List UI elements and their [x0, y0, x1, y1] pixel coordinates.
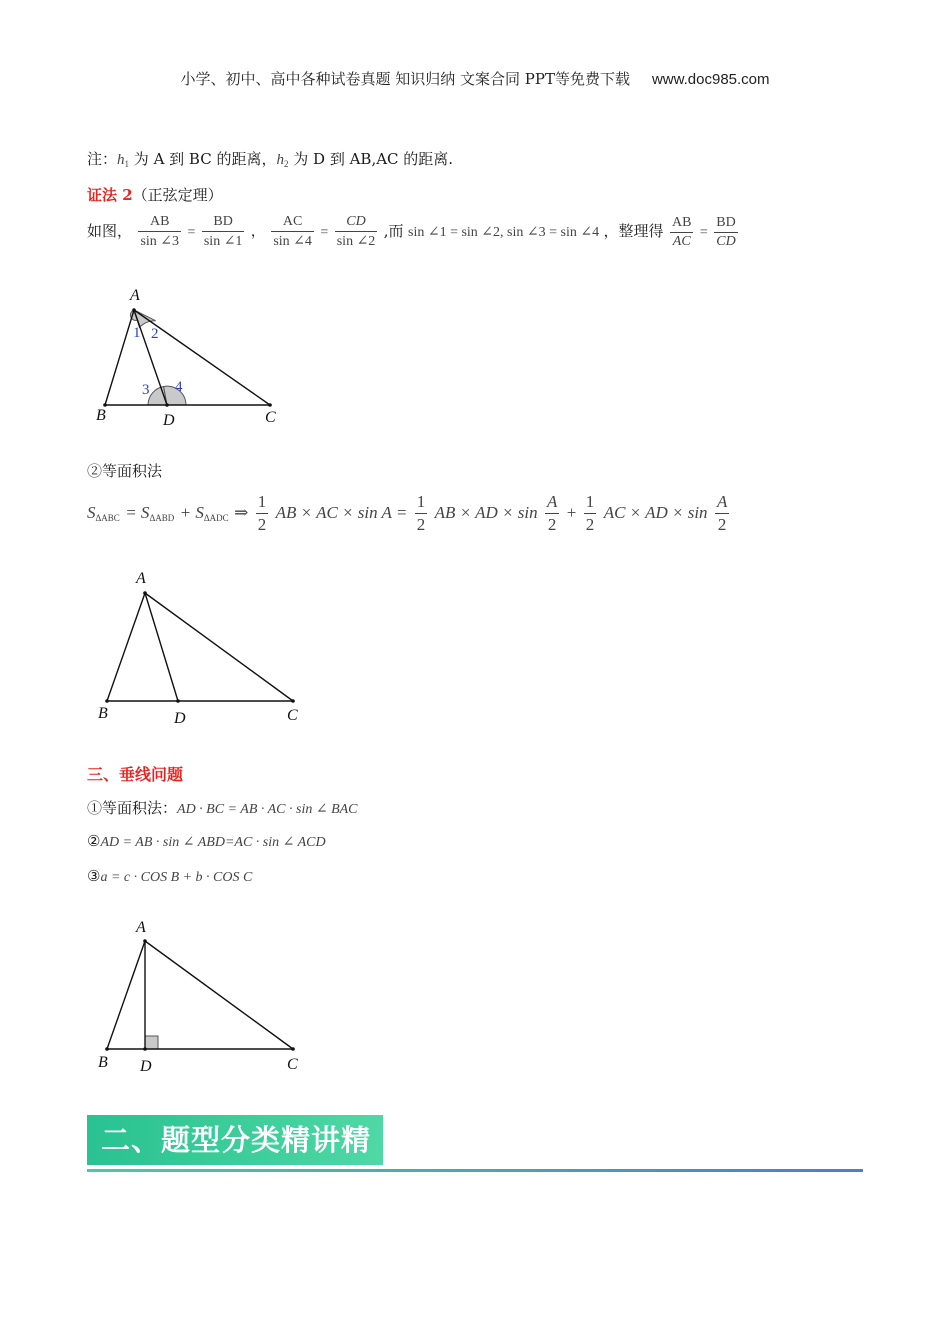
side-ac — [145, 941, 293, 1049]
equals-sign: = — [699, 225, 708, 240]
perp-item-1 — [87, 797, 358, 818]
segment-ad — [145, 593, 178, 701]
item1-formula: AD · BC = AB · AC · sin ∠ BAC — [177, 802, 358, 817]
fraction-ab-ac: $\frac{AB}{AC}$ — [672, 214, 692, 249]
label-d: D — [174, 710, 186, 727]
fraction-bd-sin1: $\frac{BD}{\sin \angle 1}$ — [203, 214, 243, 249]
item3-formula: a = c · COS B + b · COS C — [100, 870, 253, 885]
s-abd: = $S_{\Delta ABD}$ — [125, 503, 175, 523]
side-ab — [107, 593, 145, 701]
label-c: C — [287, 707, 298, 724]
banner-underline — [87, 1169, 863, 1172]
arrange-text: ，整理得 — [603, 222, 664, 240]
label-d: D — [140, 1058, 152, 1075]
item3-label: ③ — [87, 867, 101, 885]
label-a: A — [136, 919, 146, 936]
label-a: A — [136, 570, 146, 587]
item2-label: ② — [87, 832, 101, 850]
proof2-heading — [87, 184, 223, 205]
and-text: ,而 — [383, 222, 404, 240]
side-ab — [107, 941, 145, 1049]
perp-item-2 — [87, 832, 326, 851]
figure-altitude — [90, 912, 310, 1077]
point-c — [268, 403, 272, 407]
s-adc: + $S_{\Delta ADC}$ — [179, 503, 229, 523]
label-b: B — [96, 407, 106, 424]
figure-cevian — [90, 567, 310, 727]
sine-law-line — [87, 214, 740, 250]
angle-label-2: 2 — [151, 326, 159, 342]
header-url[interactable]: www.doc985.com — [651, 71, 770, 88]
sine-relations: sin ∠1 = sin ∠2, sin ∠3 = sin ∠4 — [408, 225, 600, 240]
label-b: B — [98, 705, 108, 722]
point-d — [165, 403, 169, 407]
note-part1: 为 A 到 BC 的距离， — [133, 150, 277, 168]
point-b — [105, 699, 109, 703]
term-1: AB × AC × sin A = — [275, 503, 408, 522]
point-d — [143, 1047, 147, 1051]
term-3: AC × AD × sin — [603, 503, 708, 522]
label-c: C — [265, 409, 276, 426]
point-a — [143, 939, 147, 943]
label-d: D — [163, 412, 175, 429]
plus-sign: + — [566, 503, 577, 522]
perp-item-3 — [87, 867, 252, 886]
header-text: 小学、初中、高中各种试卷真题 知识归纳 文案合同 PPT等免费下载 — [180, 70, 630, 88]
separator: ， — [250, 224, 265, 240]
h2-symbol: $h_2$ — [276, 152, 289, 169]
fraction-ab-sin3: $\frac{AB}{\sin \angle 3}$ — [140, 214, 180, 249]
note-line — [87, 148, 453, 169]
section3-title: 三、垂线问题 — [87, 765, 184, 784]
side-ab — [105, 310, 134, 405]
equals-sign: = — [187, 225, 196, 240]
angle-label-1: 1 — [133, 325, 141, 341]
label-a: A — [130, 287, 140, 304]
fraction-half-1: $\frac{1}{2}$ — [257, 492, 267, 534]
proof2-subtitle: （正弦定理） — [132, 186, 223, 204]
angle-label-3: 3 — [142, 382, 150, 398]
fraction-bd-cd: $\frac{BD}{CD}$ — [716, 214, 736, 249]
right-angle-mark — [145, 1036, 158, 1049]
point-c — [291, 699, 295, 703]
label-c: C — [287, 1056, 298, 1073]
h1-symbol: $h_1$ — [117, 152, 130, 169]
section-banner: 二、题型分类精讲精练 — [87, 1115, 383, 1165]
implies-arrow: ⇒ — [234, 503, 249, 522]
fraction-cd-sin2: $\frac{CD}{\sin \angle 2}$ — [336, 214, 376, 249]
page-header — [0, 68, 950, 89]
note-part2: 为 D 到 AB,AC 的距离. — [293, 150, 454, 168]
angle-label-4: 4 — [175, 379, 183, 395]
figure-angle-bisector — [90, 282, 300, 432]
point-a — [132, 308, 136, 312]
point-b — [105, 1047, 109, 1051]
term-2: AB × AD × sin — [434, 503, 538, 522]
proof2-title: 证法 2 — [87, 186, 133, 204]
fraction-half-2: $\frac{1}{2}$ — [416, 492, 426, 534]
fraction-a-over-2-1: $\frac{A}{2}$ — [546, 492, 558, 534]
area-method-title: ②等面积法 — [87, 462, 163, 480]
fraction-a-over-2-2: $\frac{A}{2}$ — [716, 492, 728, 534]
s-abc: $S_{\Delta ABC}$ — [87, 503, 120, 523]
side-ac — [145, 593, 293, 701]
point-c — [291, 1047, 295, 1051]
fraction-half-3: $\frac{1}{2}$ — [585, 492, 595, 534]
label-b: B — [98, 1054, 108, 1071]
item2-formula: AD = AB · sin ∠ ABD=AC · sin ∠ ACD — [100, 835, 326, 850]
item1-label: ①等面积法： — [87, 799, 178, 817]
area-formula — [87, 492, 731, 535]
point-a — [143, 591, 147, 595]
equals-sign: = — [320, 225, 329, 240]
point-d — [176, 699, 180, 703]
note-prefix: 注： — [87, 150, 118, 168]
sine-lead: 如图， — [87, 222, 133, 240]
fraction-ac-sin4: $\frac{AC}{\sin \angle 4}$ — [273, 214, 312, 249]
